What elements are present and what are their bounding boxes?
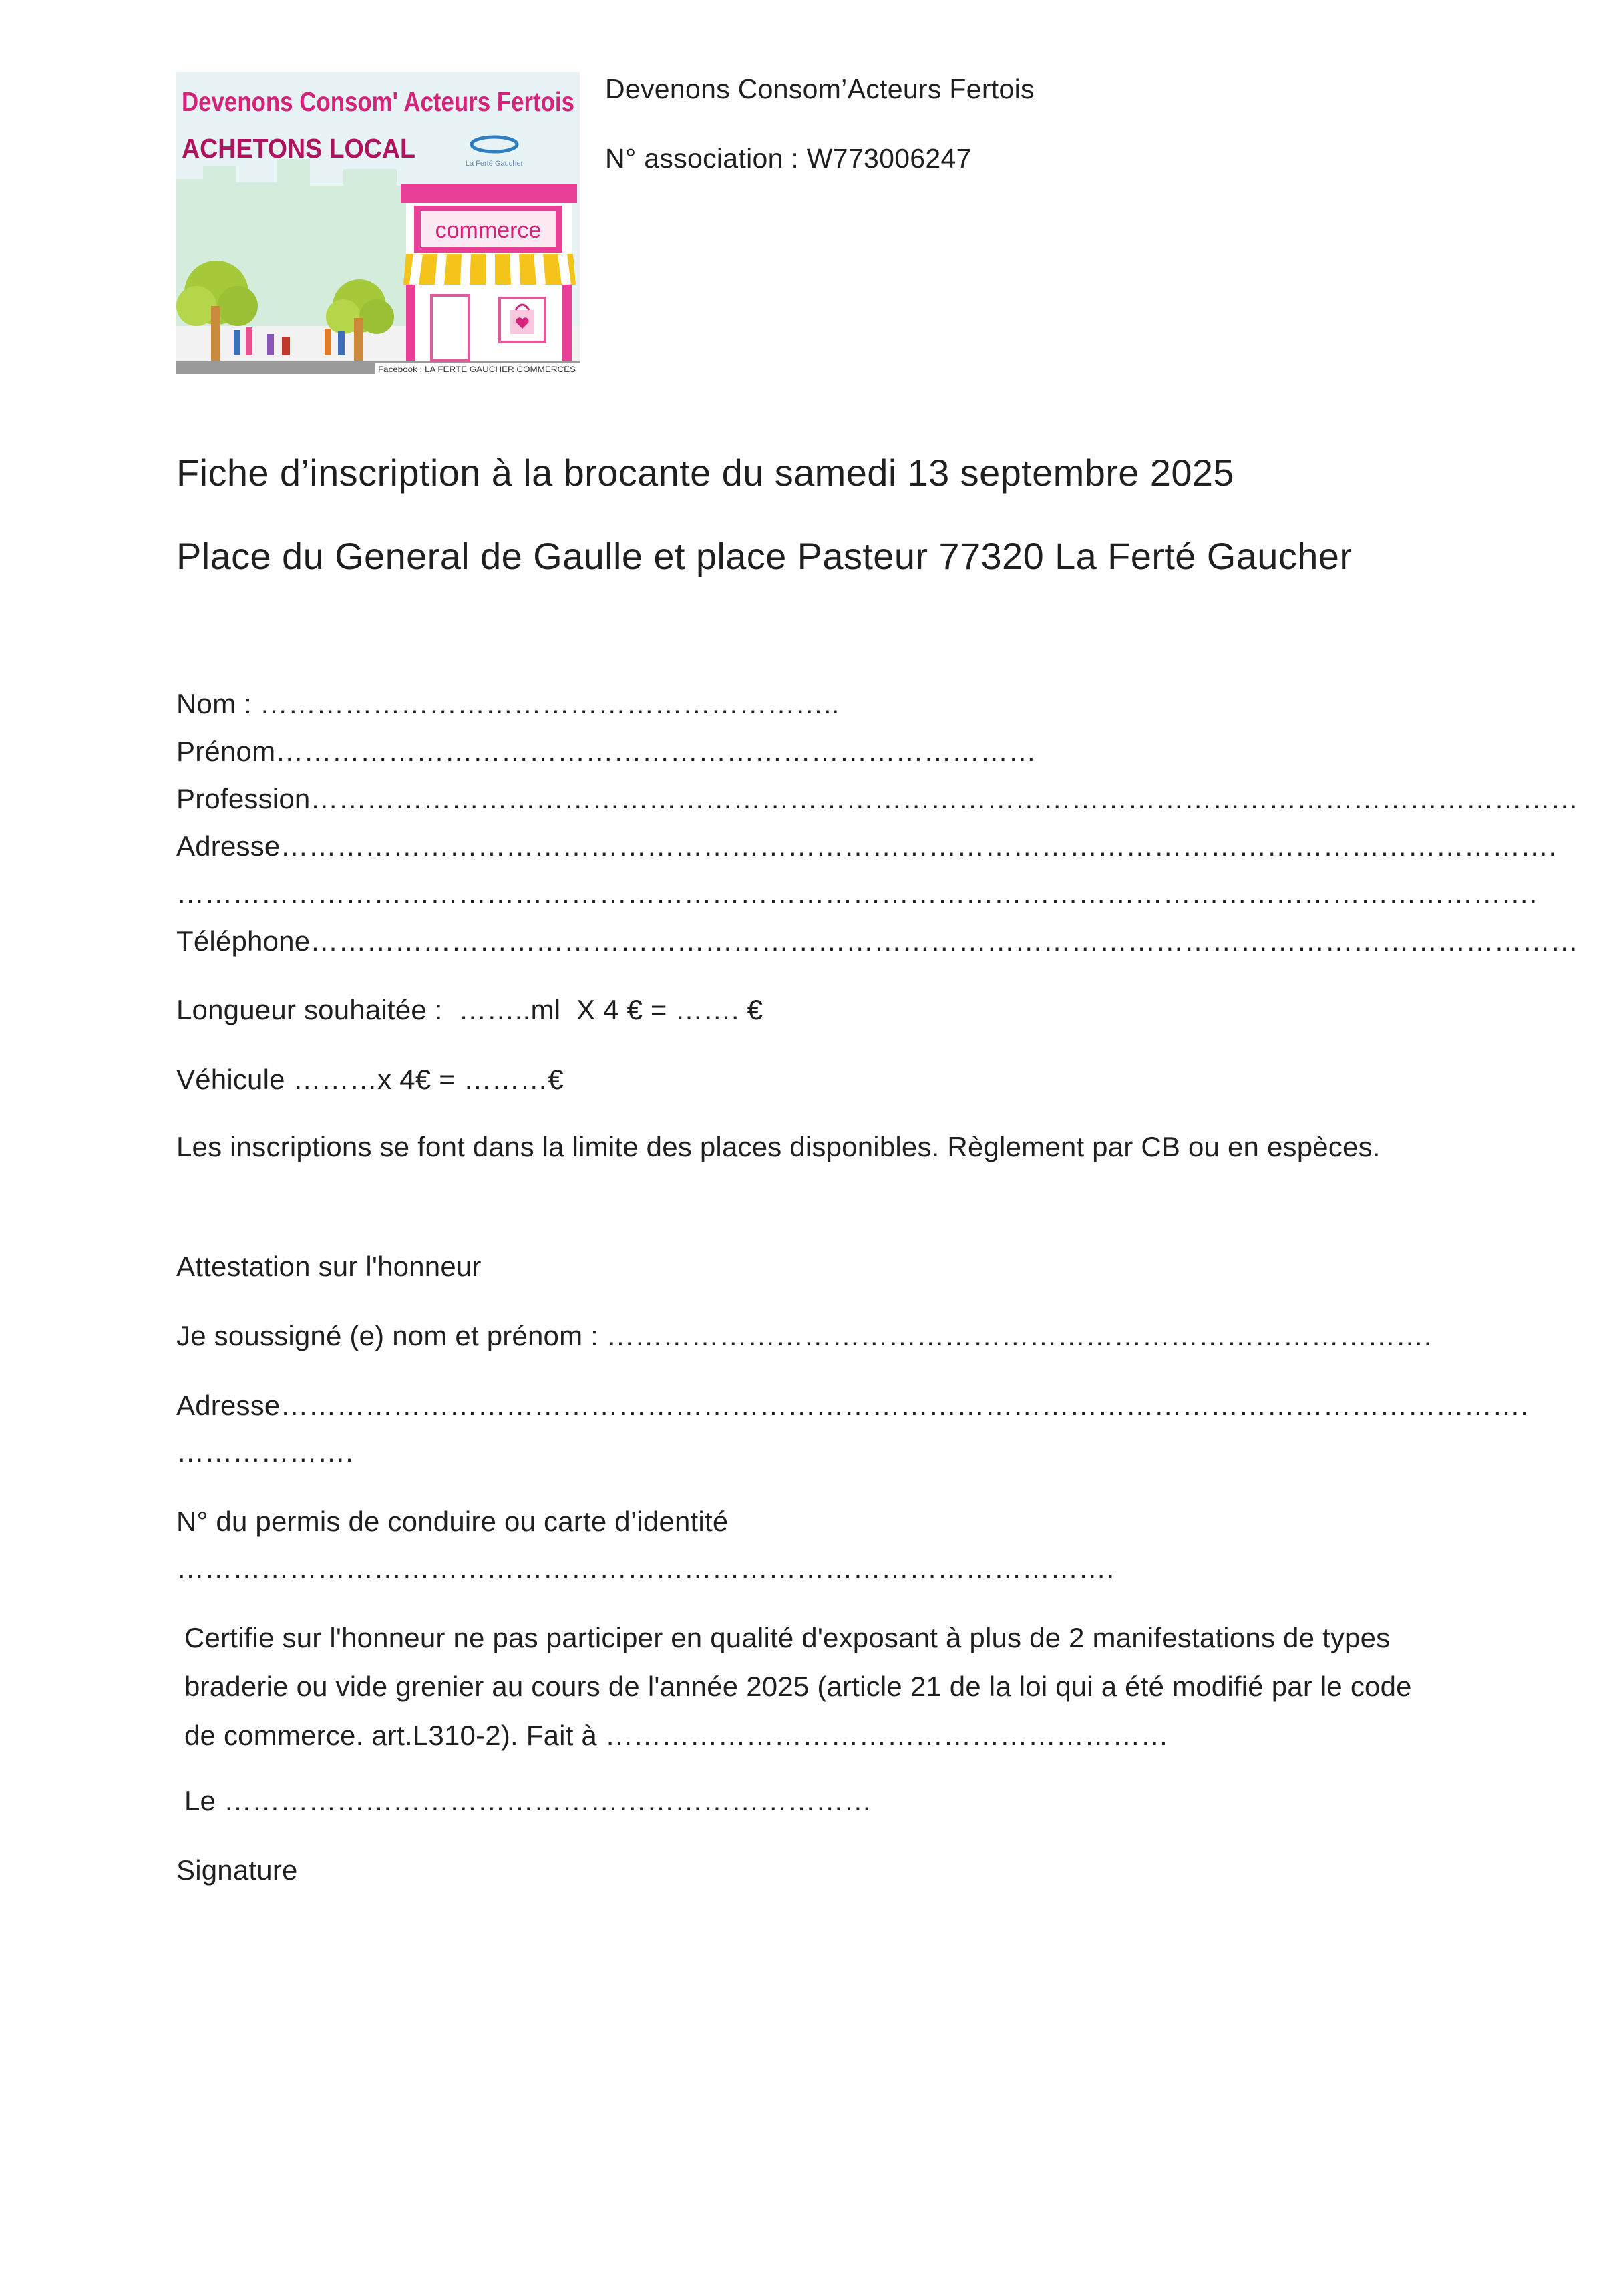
field-prenom: Prénom………………………………………………………………………	[176, 735, 1037, 767]
page-title: Fiche d’inscription à la brocante du samedi 13 septembre 2025	[176, 452, 1234, 494]
field-permis: ……………………………………………………………………………………….	[176, 1552, 1115, 1584]
logo-line1: Devenons Consom' Acteurs Fertois	[182, 86, 574, 117]
field-profession: Profession………………………………………………………………………………………………………………………	[176, 783, 1579, 814]
field-nom: Nom : ……………………………………………………..	[176, 688, 840, 719]
registration-notice: Les inscriptions se font dans la limite des places disponibles. Règlement par CB ou en espèces.	[176, 1131, 1381, 1162]
field-attestation-adresse-cont: ……………….	[176, 1436, 354, 1468]
logo-small-caption: La Ferté Gaucher	[465, 160, 524, 168]
association-number: N° association : W773006247	[605, 143, 972, 174]
association-name: Devenons Consom’Acteurs Fertois	[605, 73, 1035, 104]
field-soussigne: Je soussigné (e) nom et prénom : …………………………………………………………………………….	[176, 1320, 1432, 1351]
field-le: Le ……………………………………………………………	[184, 1785, 872, 1816]
logo-footer-caption: Facebook : LA FERTE GAUCHER COMMERCES	[378, 365, 576, 374]
field-adresse-cont: ……………………………………………………………………………………………………………………………….	[176, 878, 1538, 909]
event-location: Place du General de Gaulle et place Pasteur 77320 La Ferté Gaucher	[176, 535, 1353, 577]
logo-line2: ACHETONS LOCAL	[182, 133, 415, 164]
field-vehicule: Véhicule ………x 4€ = ………€	[176, 1063, 564, 1095]
field-adresse: Adresse……………………………………………………………………………………………………………………….	[176, 830, 1557, 862]
permis-label: N° du permis de conduire ou carte d’identité	[176, 1506, 729, 1537]
field-longueur: Longueur souhaitée : ……..ml X 4 € = ……. €	[176, 994, 763, 1025]
attestation-heading: Attestation sur l'honneur	[176, 1251, 482, 1282]
association-logo	[176, 72, 580, 374]
signature-label: Signature	[176, 1854, 298, 1886]
field-telephone: Téléphone………………………………………………………………………………………………………………………	[176, 925, 1579, 957]
certification-text: Certifie sur l'honneur ne pas participer en qualité d'exposant à plus de 2 manifestations de types braderie ou vide grenier au cours de l'année 2025 (article 21 de la loi qui a été modifié par le code de commerce. art.L310-2). Fait à ……………………………………………………	[184, 1622, 1412, 1751]
shop-sign-text: commerce	[435, 218, 542, 243]
field-attestation-adresse: Adresse…………………………………………………………………………………………………………………….	[176, 1389, 1529, 1421]
